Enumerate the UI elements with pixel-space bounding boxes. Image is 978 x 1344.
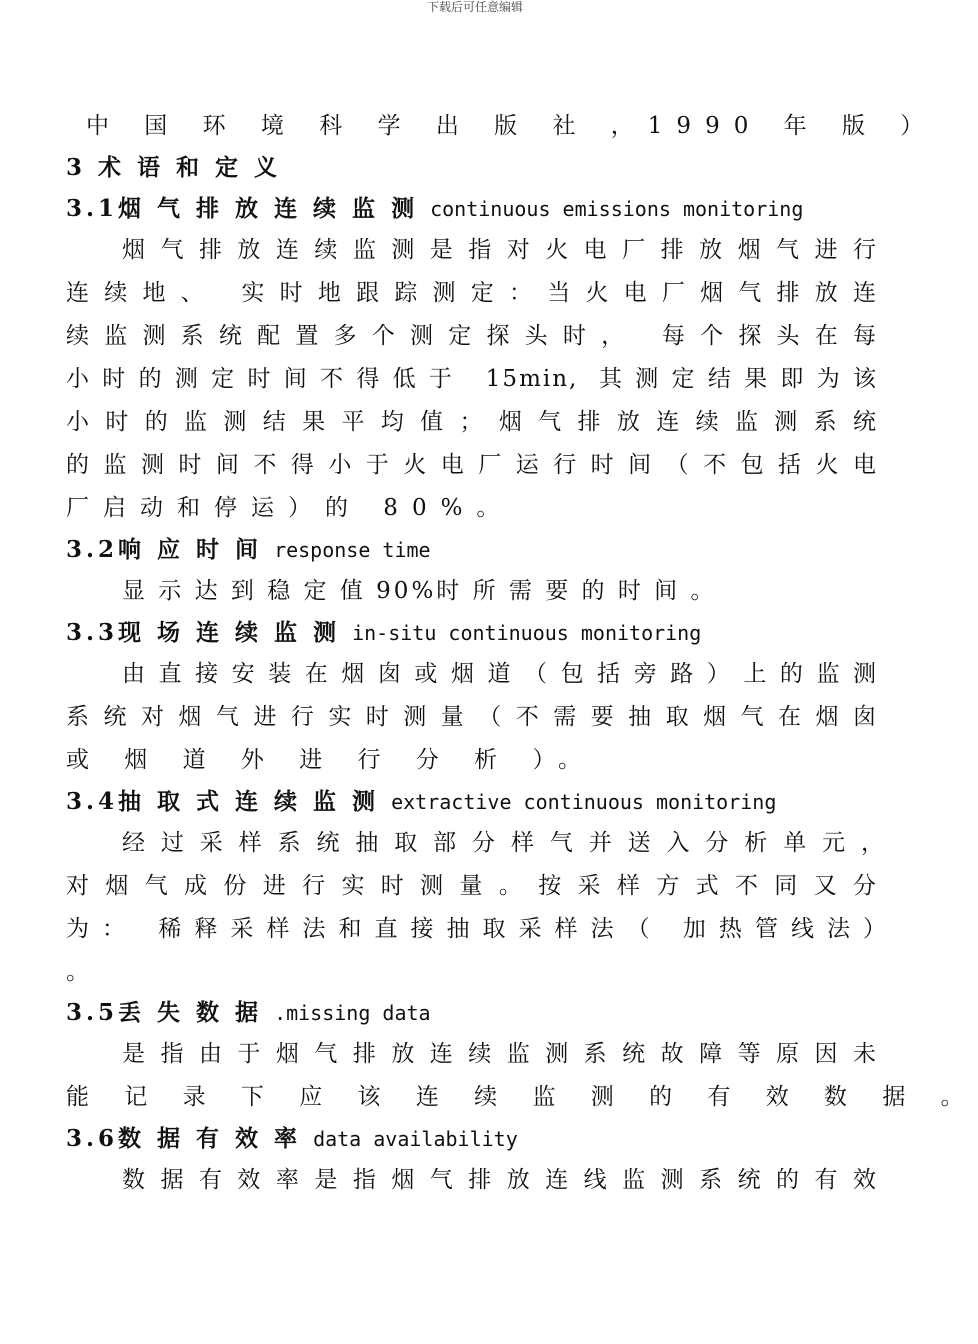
paragraph-line: 经过采样系统抽取部分样气并送入分析单元， [122,830,886,856]
paragraph-line: 烟气排放连续监测是指对火电厂排放烟气进行 [122,237,878,263]
term-heading-3-4 [66,788,878,816]
term-en: continuous emissions monitoring [430,197,804,221]
term-en: response time [274,538,431,562]
paragraph-line: 续监测系统配置多个测定探头时， 每个探头在每 [66,323,878,349]
term-en: .missing data [274,1001,431,1025]
term-heading-3-2 [66,536,878,564]
term-cn: 抽 取 式 连 续 监 测 [118,788,380,815]
paragraph-line: 。 [66,959,89,985]
paragraph-line: 小时的监测结果平均值；烟气排放连续监测系统 [66,409,878,435]
paragraph-line: 由直接安装在烟囱或烟道（包括旁路）上的监测 [122,661,878,687]
term-number: 3.1 [66,195,119,222]
term-number: 3.2 [66,536,119,563]
term-en: in-situ continuous monitoring [352,621,702,645]
term-number: 3.6 [66,1125,119,1152]
paragraph-line: 小时的测定时间不得低于 15min, 其测定结果即为该 [66,366,878,392]
term-en: data availability [313,1127,518,1151]
paragraph-line: 厂启动和停运）的 80%。 [66,495,514,521]
section-title: 3 术 语 和 定 义 [66,154,282,181]
term-cn: 数 据 有 效 率 [118,1125,302,1152]
paragraph-line: 连续地、 实时地跟踪测定：当火电厂烟气排放连 [66,280,878,306]
term-cn: 现 场 连 续 监 测 [118,619,341,646]
term-cn: 丢 失 数 据 [118,999,263,1026]
paragraph-line: 显 示 达 到 稳 定 值 90%时 所 需 要 的 时 间 。 [122,578,717,604]
paragraph-line: 能 记 录 下 应 该 连 续 监 测 的 有 效 数 据 。 [66,1084,978,1110]
paragraph-line: 系统对烟气进行实时测量（不需要抽取烟气在烟囱 [66,704,878,730]
term-heading-3-5 [66,999,878,1027]
intro-line: 中 国 环 境 科 学 出 版 社 ，1990 年 版 ） [86,113,938,139]
term-number: 3.3 [66,619,119,646]
term-heading-3-6 [66,1125,878,1153]
term-cn: 响 应 时 间 [118,536,263,563]
term-en: extractive continuous monitoring [391,790,777,814]
term-number: 3.4 [66,788,119,815]
paragraph-line: 为： 稀释采样法和直接抽取采样法（ 加热管线法） [66,916,888,942]
paragraph-line: 是指由于烟气排放连续监测系统故障等原因未 [122,1041,878,1067]
paragraph-line: 的监测时间不得小于火电厂运行时间（不包括火电 [66,452,878,478]
term-heading-3-1 [66,195,878,223]
term-number: 3.5 [66,999,119,1026]
paragraph-line: 数据有效率是指烟气排放连线监测系统的有效 [122,1167,878,1193]
paragraph-line: 对烟气成份进行实时测量。按采样方式不同又分 [66,873,878,899]
term-heading-3-3 [66,619,878,647]
page-header: 下载后可任意编辑 [426,0,523,14]
term-cn: 烟 气 排 放 连 续 监 测 [118,195,419,222]
paragraph-line: 或 烟 道 外 进 行 分 析 ）。 [66,747,595,773]
